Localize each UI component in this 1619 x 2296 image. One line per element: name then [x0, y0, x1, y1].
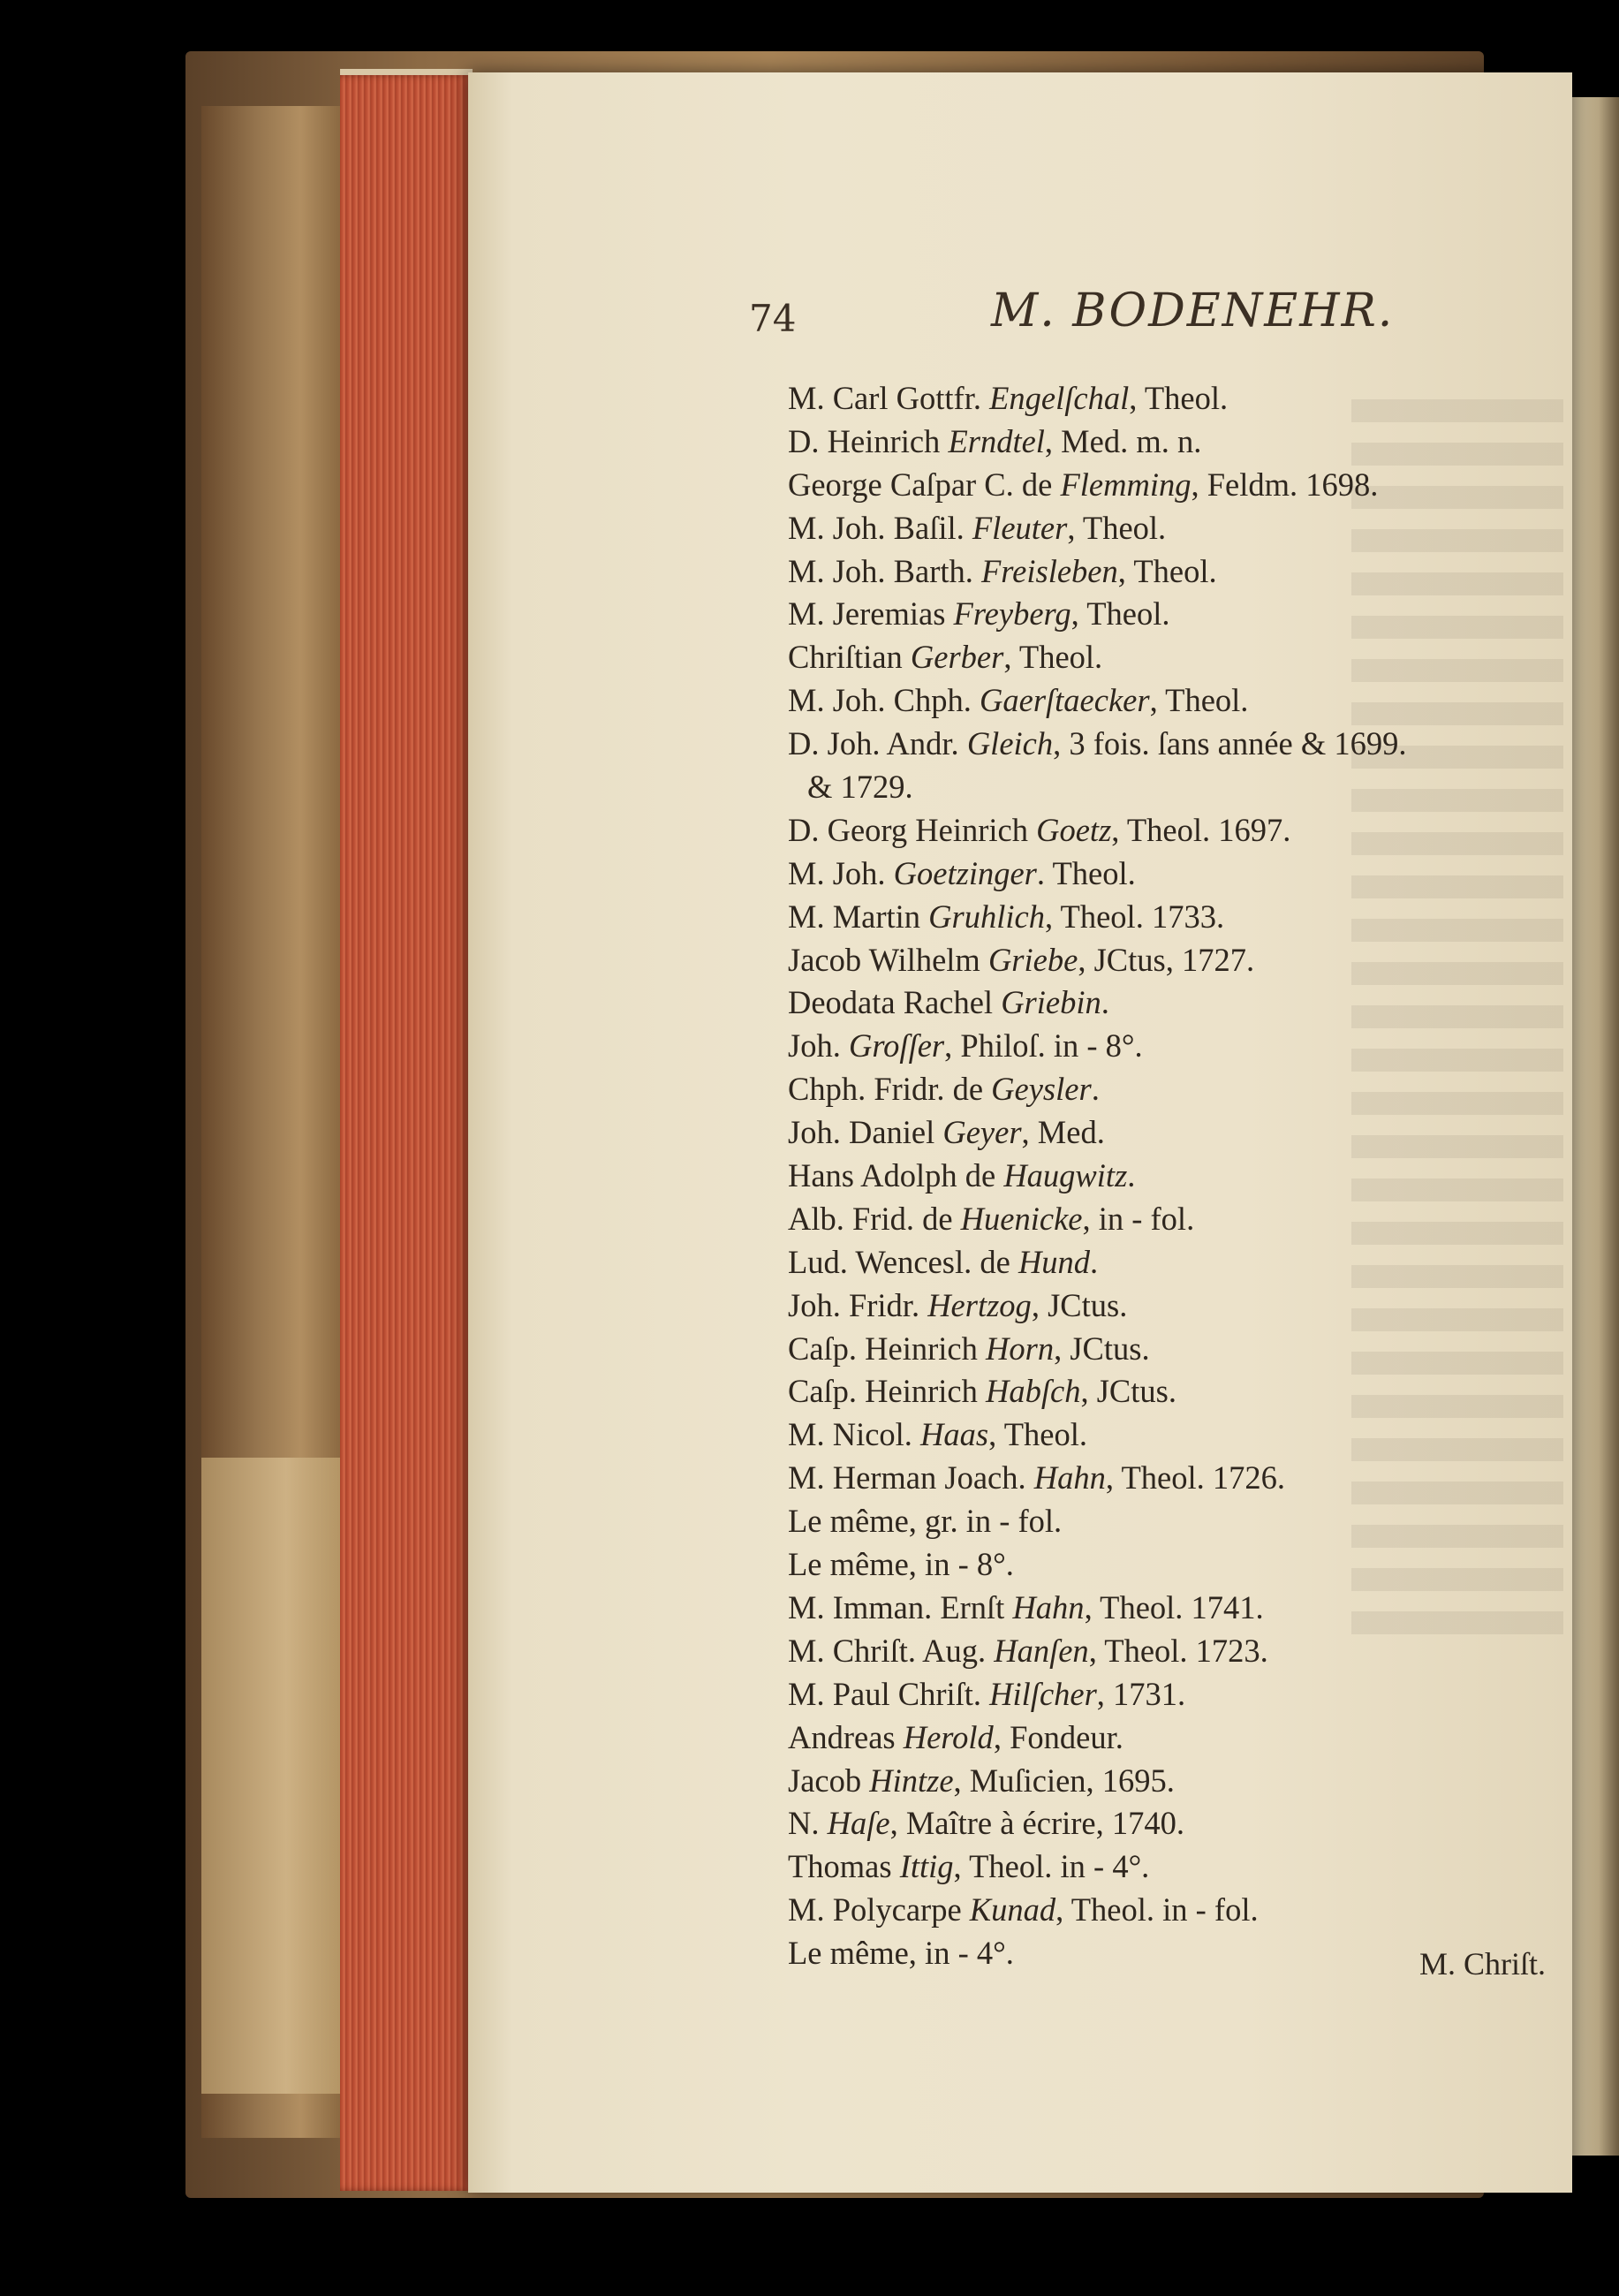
- list-item: [788, 593, 1565, 636]
- entry-suffix: , JCtus.: [1080, 1373, 1176, 1410]
- entry-prefix: Chph. Fridr. de: [788, 1071, 992, 1108]
- list-item: [788, 636, 1565, 679]
- facing-page-edge: [1568, 97, 1619, 2156]
- entry-name: Haugwitz: [1003, 1157, 1128, 1194]
- entry-name: Herold: [903, 1718, 994, 1755]
- entry-prefix: Caſp. Heinrich: [788, 1373, 987, 1410]
- entry-suffix: , Fondeur.: [993, 1718, 1123, 1755]
- running-head: [468, 284, 1572, 346]
- entry-prefix: Le même, in - 8°.: [788, 1546, 1014, 1583]
- list-item: [788, 1284, 1565, 1328]
- entry-suffix: .: [1127, 1157, 1136, 1194]
- book-page: [468, 72, 1572, 2193]
- entry-prefix: Chriſtian: [788, 639, 911, 676]
- list-item: [788, 1716, 1565, 1760]
- entry-prefix: Jacob: [788, 1762, 870, 1799]
- list-item: [788, 1630, 1565, 1673]
- entry-suffix: , JCtus.: [1054, 1330, 1150, 1367]
- entry-name: Hahn: [1033, 1459, 1106, 1497]
- list-item: [788, 1543, 1565, 1587]
- list-item: [788, 1413, 1565, 1457]
- entry-suffix: .: [1101, 984, 1109, 1021]
- entry-prefix: M. Joh.: [788, 854, 894, 891]
- list-item: [788, 1889, 1565, 1932]
- entry-prefix: M. Imman. Ernſt: [788, 1588, 1013, 1625]
- entry-prefix: N.: [788, 1805, 828, 1842]
- entry-suffix: , Med. m. n.: [1044, 422, 1202, 459]
- list-item: [788, 1241, 1565, 1284]
- list-item: [788, 1587, 1565, 1630]
- entry-prefix: M. Polycarpe: [788, 1891, 970, 1928]
- entry-suffix: , Philoſ. in - 8°.: [944, 1027, 1143, 1065]
- list-item: [788, 723, 1565, 766]
- entry-name: Erndtel: [948, 422, 1045, 459]
- list-item: [788, 1155, 1565, 1198]
- list-item: [788, 896, 1565, 939]
- entry-name: Engelſchal: [989, 380, 1130, 416]
- entry-prefix: M. Paul Chriſt.: [788, 1675, 990, 1712]
- entry-suffix: , in - fol.: [1082, 1200, 1195, 1237]
- entry-suffix: , Theol.: [988, 1416, 1087, 1453]
- entry-suffix: , Theol.: [1149, 682, 1249, 719]
- entry-name: Goetz: [1036, 811, 1112, 848]
- entry-prefix: Le même, gr. in - fol.: [788, 1503, 1063, 1540]
- entry-suffix: , Theol.: [1117, 552, 1217, 589]
- entry-suffix: , Muſicien, 1695.: [953, 1762, 1175, 1799]
- entry-suffix: , JCtus, 1727.: [1078, 941, 1255, 978]
- entry-prefix: Joh.: [788, 1027, 849, 1065]
- entry-suffix: , 3 fois. ſans année & 1699.: [1053, 725, 1407, 762]
- entry-prefix: Lud. Wencesl. de: [788, 1243, 1018, 1280]
- entry-name: Geysler: [991, 1071, 1092, 1108]
- entry-suffix: , Theol. 1741.: [1084, 1588, 1264, 1625]
- entry-suffix: , Theol. 1726.: [1105, 1459, 1285, 1497]
- entry-suffix: , Theol. in - 4°.: [953, 1848, 1150, 1885]
- entry-suffix: , Theol.: [1003, 639, 1103, 676]
- list-item: [788, 1760, 1565, 1803]
- entry-prefix: & 1729.: [807, 769, 913, 806]
- list-item: [788, 377, 1565, 421]
- list-item: [788, 766, 1565, 809]
- entry-name: Fleuter: [972, 509, 1068, 546]
- entry-suffix: , Med.: [1021, 1114, 1105, 1151]
- entry-prefix: Le même, in - 4°.: [788, 1935, 1014, 1972]
- entry-name: Huenicke: [960, 1200, 1083, 1237]
- page-title: M. BODENEHR.: [991, 284, 1395, 337]
- entry-prefix: Alb. Frid. de: [788, 1200, 961, 1237]
- entry-suffix: , Theol. in - fol.: [1055, 1891, 1259, 1928]
- list-item: [788, 852, 1565, 896]
- list-item: [788, 809, 1565, 852]
- entry-suffix: , Theol.: [1067, 509, 1167, 546]
- entry-name: Freyberg: [953, 595, 1071, 633]
- entry-suffix: , 1731.: [1096, 1675, 1186, 1712]
- entry-prefix: M. Joh. Barth.: [788, 552, 981, 589]
- list-item: [788, 1457, 1565, 1500]
- entry-prefix: D. Heinrich: [788, 422, 949, 459]
- list-item: [788, 981, 1565, 1025]
- entry-name: Gaerſtaecker: [980, 682, 1150, 719]
- entry-prefix: Hans Adolph de: [788, 1157, 1004, 1194]
- entry-prefix: Jacob Wilhelm: [788, 941, 988, 978]
- list-item: [788, 1068, 1565, 1111]
- entry-prefix: Andreas: [788, 1718, 904, 1755]
- entry-prefix: George Caſpar C. de: [788, 466, 1061, 503]
- list-item: [788, 507, 1565, 550]
- list-item: [788, 1198, 1565, 1241]
- entry-suffix: , Theol. 1723.: [1088, 1632, 1268, 1669]
- entry-name: Haſe: [827, 1805, 890, 1842]
- entry-prefix: M. Joh. Chph.: [788, 682, 980, 719]
- entry-suffix: , Theol.: [1071, 595, 1170, 633]
- entry-name: Hanſen: [994, 1632, 1089, 1669]
- entry-prefix: M. Herman Joach.: [788, 1459, 1034, 1497]
- entry-name: Goetzinger: [893, 854, 1037, 891]
- cover-worn-patch: [201, 1458, 343, 2094]
- page-number: 74: [749, 297, 797, 340]
- entry-suffix: , JCtus.: [1031, 1286, 1128, 1323]
- entry-suffix: .: [1090, 1243, 1099, 1280]
- list-item: [788, 1500, 1565, 1543]
- list-item: [788, 1845, 1565, 1889]
- entry-name: Horn: [986, 1330, 1055, 1367]
- entry-name: Haas: [920, 1416, 989, 1453]
- entry-name: Gruhlich: [928, 898, 1045, 935]
- catchword: M. Chriſt.: [1419, 1946, 1546, 1982]
- entry-name: Hertzog: [927, 1286, 1032, 1323]
- entry-suffix: . Theol.: [1036, 854, 1136, 891]
- entry-suffix: , Theol. 1733.: [1044, 898, 1225, 935]
- entry-suffix: , Theol. 1697.: [1111, 811, 1291, 848]
- list-item: [788, 1802, 1565, 1845]
- entry-prefix: Joh. Fridr.: [788, 1286, 928, 1323]
- list-item: [788, 679, 1565, 723]
- entry-name: Hintze: [869, 1762, 954, 1799]
- entry-name: Freisleben: [981, 552, 1118, 589]
- entry-prefix: Caſp. Heinrich: [788, 1330, 987, 1367]
- list-item: [788, 1111, 1565, 1155]
- entry-prefix: M. Chriſt. Aug.: [788, 1632, 995, 1669]
- list-item: [788, 1025, 1565, 1068]
- entry-name: Ittig: [899, 1848, 954, 1885]
- list-item: [788, 464, 1565, 507]
- entry-prefix: D. Georg Heinrich: [788, 811, 1037, 848]
- entry-name: Hilſcher: [989, 1675, 1097, 1712]
- entry-name: Griebe: [987, 941, 1078, 978]
- entry-name: Hahn: [1012, 1588, 1085, 1625]
- entry-prefix: D. Joh. Andr.: [788, 725, 967, 762]
- red-page-edges: [340, 75, 473, 2191]
- entry-name: Flemming: [1060, 466, 1192, 503]
- list-item: [788, 1673, 1565, 1716]
- list-item: [788, 1370, 1565, 1413]
- entry-prefix: Joh. Daniel: [788, 1114, 943, 1151]
- entry-suffix: , Theol.: [1129, 380, 1229, 416]
- entry-prefix: Deodata Rachel: [788, 984, 1002, 1021]
- entry-name: Groſſer: [848, 1027, 945, 1065]
- list-item: [788, 421, 1565, 464]
- list-item: [788, 550, 1565, 594]
- entry-suffix: , Feldm. 1698.: [1191, 466, 1379, 503]
- entry-prefix: M. Nicol.: [788, 1416, 921, 1453]
- entry-prefix: Thomas: [788, 1848, 900, 1885]
- entry-name: Geyer: [942, 1114, 1022, 1151]
- entry-suffix: .: [1091, 1071, 1100, 1108]
- entry-list: [788, 377, 1565, 1975]
- entry-name: Gerber: [910, 639, 1004, 676]
- entry-name: Hund: [1018, 1243, 1091, 1280]
- entry-prefix: M. Carl Gottfr.: [788, 380, 990, 416]
- entry-suffix: , Maître à écrire, 1740.: [889, 1805, 1184, 1842]
- list-item: [788, 939, 1565, 982]
- entry-name: Habſch: [986, 1373, 1081, 1410]
- entry-prefix: M. Jeremias: [788, 595, 954, 633]
- entry-name: Kunad: [969, 1891, 1056, 1928]
- entry-name: Griebin: [1001, 984, 1101, 1021]
- entry-prefix: M. Joh. Baſil.: [788, 509, 972, 546]
- list-item: [788, 1328, 1565, 1371]
- entry-name: Gleich: [966, 725, 1054, 762]
- entry-prefix: M. Martin: [788, 898, 929, 935]
